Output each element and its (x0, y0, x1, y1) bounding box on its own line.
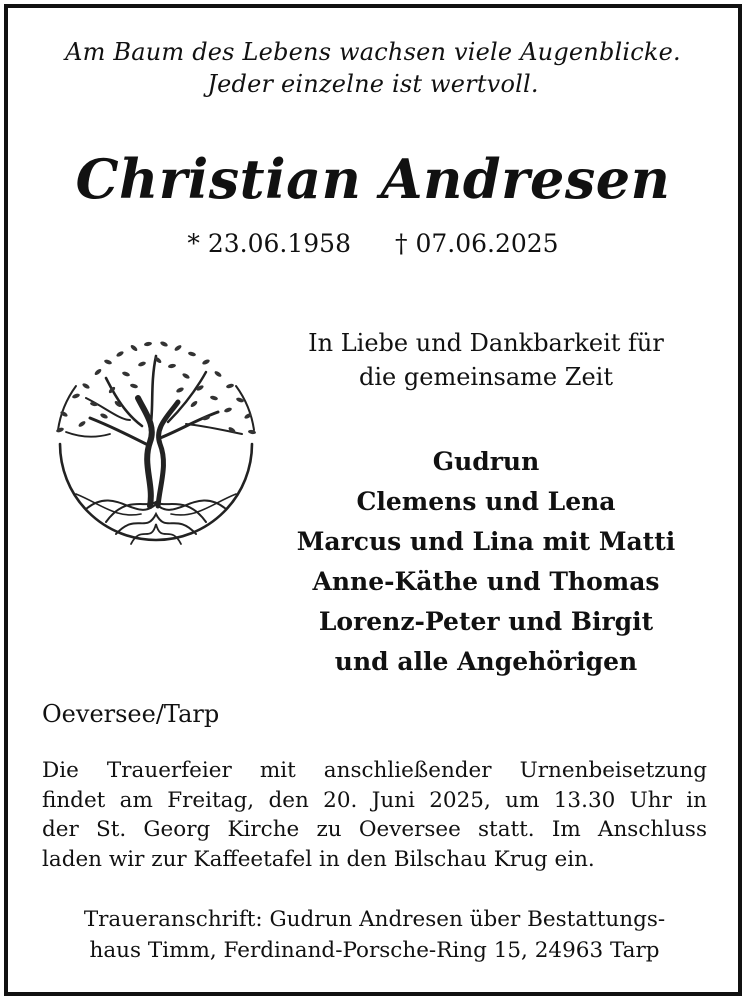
family-member: Anne-Käthe und Thomas (312, 567, 660, 596)
deceased-name: Christian Andresen (75, 147, 671, 211)
quote-line-1: Am Baum des Lebens wachsen viele Augenblicke. (65, 38, 681, 66)
quote-line-2: Jeder einzelne ist wertvoll. (207, 70, 539, 98)
address-line-2: haus Timm, Ferdinand-Porsche-Ring 15, 24963 Tarp (89, 938, 660, 963)
place: Oeversee/Tarp (42, 700, 220, 728)
ceremony-line: findet am Freitag, den 20. Juni 2025, um 13.30 Uhr in (42, 787, 707, 813)
family-member: und alle Angehörigen (334, 647, 638, 676)
death-date: † 07.06.2025 (395, 229, 559, 258)
quote (0, 36, 746, 100)
life-dates (0, 227, 746, 261)
family-member: Gudrun (432, 447, 540, 476)
dedication-line-1: In Liebe und Dankbarkeit für (308, 329, 664, 357)
family-member: Lorenz-Peter und Birgit (318, 607, 654, 636)
family-list (270, 442, 702, 682)
family-member: Clemens und Lena (356, 487, 616, 516)
mourning-address (42, 904, 707, 966)
dedication-line-2: die gemeinsame Zeit (359, 363, 613, 391)
birth-date: * 23.06.1958 (187, 229, 351, 258)
ceremony-line: der St. Georg Kirche zu Oeversee statt. Im Anschluss (42, 817, 707, 842)
ceremony-line: Die Trauerfeier mit anschließender Urnenbeisetzung (42, 758, 707, 783)
tree-of-life-icon (46, 334, 266, 564)
family-member: Marcus und Lina mit Matti (296, 527, 676, 556)
dedication (270, 326, 702, 394)
ceremony-line: laden wir zur Kaffeetafel in den Bilschau Krug ein. (42, 846, 595, 872)
ceremony-notice (42, 756, 707, 874)
address-line-1: Traueranschrift: Gudrun Andresen über Bestattungs- (83, 907, 666, 932)
